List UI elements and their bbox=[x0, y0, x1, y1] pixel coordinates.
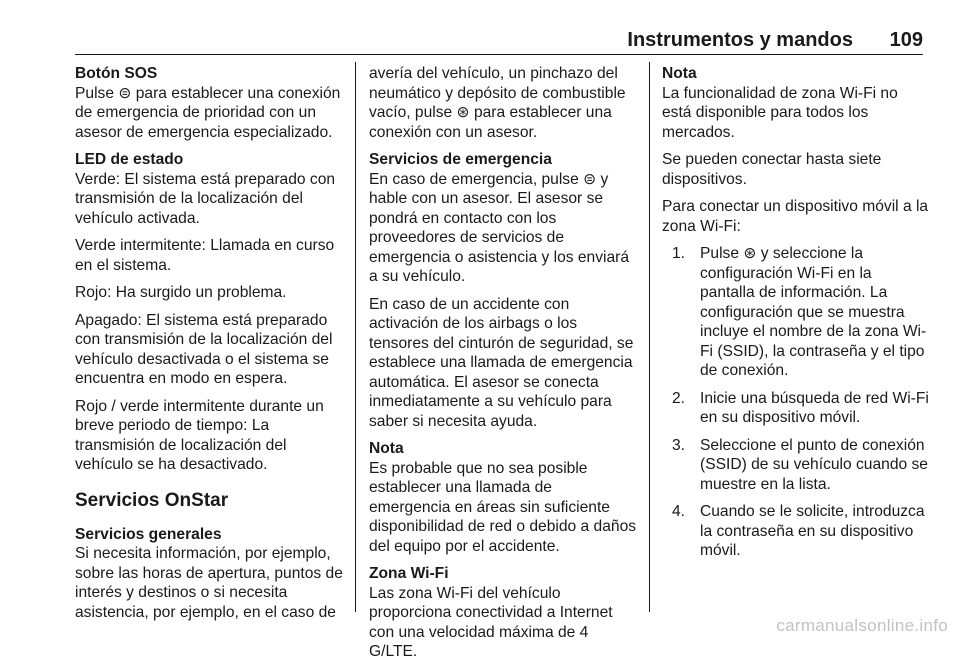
sos-section bbox=[75, 64, 343, 142]
step-text: Seleccione el punto de conexión (SSID) de su vehículo cuando se muestre en la lista. bbox=[700, 436, 928, 493]
column-divider-1 bbox=[355, 62, 356, 612]
column-right bbox=[662, 64, 930, 569]
column-divider-2 bbox=[649, 62, 650, 612]
led-red-paragraph: Rojo: Ha surgido un problema. bbox=[75, 284, 287, 301]
page-header bbox=[75, 28, 923, 52]
list-item bbox=[662, 502, 930, 561]
led-green-paragraph: Verde: El sistema está preparado con transmisión de la localización del vehículo activada. bbox=[75, 170, 336, 227]
emergency-heading: Servicios de emergencia bbox=[369, 151, 552, 168]
step-number: 1. bbox=[672, 245, 686, 262]
emergency-paragraph-1: En caso de emergencia, pulse ⊜ y hable con un asesor. El asesor se pondrá en contacto con los proveedores de servicios de emergencia o asistencia y los enviará a su vehículo. bbox=[369, 170, 630, 285]
header-divider bbox=[75, 54, 923, 55]
sos-paragraph: Pulse ⊜ para establecer una conexión de emergencia de prioridad con un asesor de emergencia especializado. bbox=[75, 84, 341, 141]
note-paragraph: La funcionalidad de zona Wi-Fi no está disponible para todos los mercados. bbox=[662, 84, 898, 141]
general-services-paragraph: Si necesita información, por ejemplo, sobre las horas de apertura, puntos de interés y destinos o si necesita asistencia, por ejemplo, en el caso de bbox=[75, 545, 343, 621]
emergency-section bbox=[369, 150, 637, 287]
sos-heading: Botón SOS bbox=[75, 65, 158, 82]
step-number: 2. bbox=[672, 389, 686, 407]
page-number: 109 bbox=[889, 29, 923, 51]
led-blink-paragraph: Verde intermitente: Llamada en curso en el sistema. bbox=[75, 237, 335, 274]
note-heading: Nota bbox=[662, 65, 697, 82]
note-block bbox=[369, 439, 637, 556]
emergency-paragraph-2: En caso de un accidente con activación de los airbags o los tensores del cinturón de seguridad, se establece una llamada de emergencia automática. El asesor se conecta inmediatamente a su vehículo para saber si necesita ayuda. bbox=[369, 295, 634, 430]
wifi-paragraph: Las zona Wi-Fi del vehículo proporciona conectividad a Internet con una velocidad máxima de 4 G/LTE. bbox=[369, 584, 613, 660]
onstar-section-heading: Servicios OnStar bbox=[75, 489, 229, 511]
list-item bbox=[662, 389, 930, 428]
wifi-heading: Zona Wi-Fi bbox=[369, 565, 449, 582]
column-left bbox=[75, 64, 343, 630]
step-number: 3. bbox=[672, 436, 686, 454]
step-number: 4. bbox=[672, 503, 686, 520]
step-text: Inicie una búsqueda de red Wi-Fi en su dispositivo móvil. bbox=[700, 389, 929, 426]
led-section bbox=[75, 150, 343, 228]
step-text: Cuando se le solicite, introduzca la contraseña en su dispositivo móvil. bbox=[700, 503, 925, 559]
led-redgreen-paragraph: Rojo / verde intermitente durante un breve periodo de tiempo: La transmisión de localización del vehículo se ha desactivado. bbox=[75, 397, 324, 473]
continued-paragraph: avería del vehículo, un pinchazo del neumático y depósito de combustible vacío, pulse ⊛ para establecer una conexión con un asesor. bbox=[369, 65, 626, 141]
column-middle bbox=[369, 64, 637, 670]
step-text: Pulse ⊛ y seleccione la configuración Wi-Fi en la pantalla de información. La configuración que se muestra incluye el nombre de la zona Wi-Fi (SSID), la contraseña y el tipo de conexión. bbox=[700, 245, 927, 379]
connect-steps-list bbox=[662, 244, 930, 561]
general-services-section bbox=[75, 525, 343, 623]
note-block bbox=[662, 64, 930, 142]
devices-paragraph: Se pueden conectar hasta siete dispositivos. bbox=[662, 151, 882, 188]
watermark: carmanualsonline.info bbox=[776, 616, 948, 635]
led-off-paragraph: Apagado: El sistema está preparado con transmisión de la localización del vehículo desactivada o el sistema se encuentra en modo en espera. bbox=[75, 311, 333, 387]
general-services-heading: Servicios generales bbox=[75, 525, 222, 543]
page-title: Instrumentos y mandos bbox=[627, 29, 853, 51]
connect-intro-paragraph: Para conectar un dispositivo móvil a la zona Wi-Fi: bbox=[662, 198, 929, 235]
note-paragraph: Es probable que no sea posible establecer una llamada de emergencia en áreas sin suficiente disponibilidad de red o debido a daños del equipo por el accidente. bbox=[369, 459, 637, 555]
list-item bbox=[662, 244, 930, 381]
note-heading: Nota bbox=[369, 440, 404, 457]
list-item bbox=[662, 436, 930, 495]
wifi-section bbox=[369, 564, 637, 662]
led-heading: LED de estado bbox=[75, 151, 184, 168]
